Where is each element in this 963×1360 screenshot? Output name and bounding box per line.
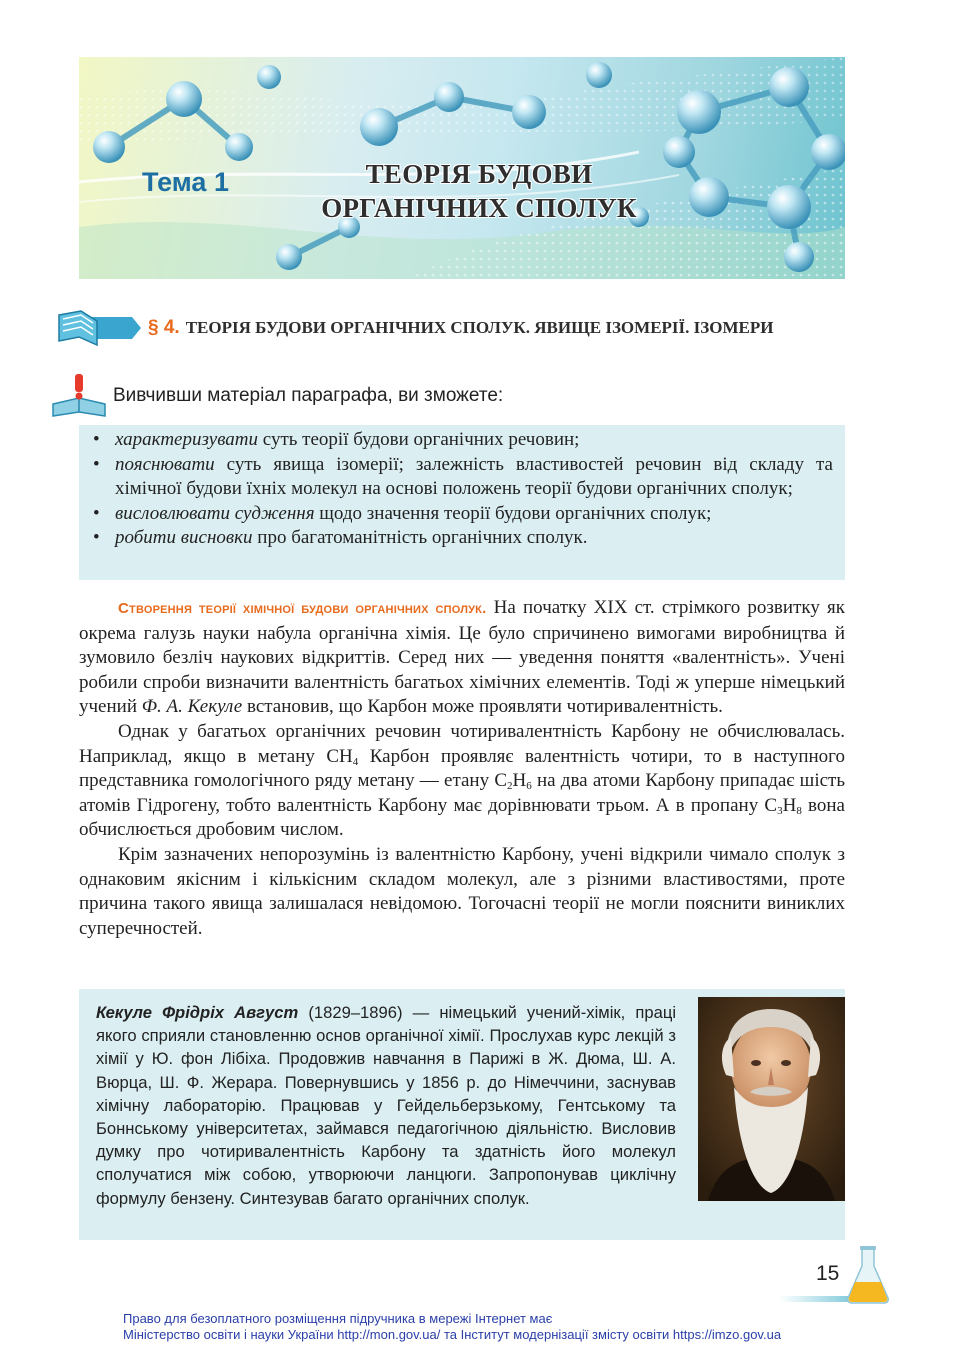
footer-line2: Міністерство освіти і науки України http://mon.gov.ua/ та Інститут модернізації змісту освіти https://imzo.gov.ua (123, 1327, 782, 1342)
section-title: ТЕОРІЯ БУДОВИ ОРГАНІЧНИХ СПОЛУК. ЯВИЩЕ ІЗОМЕРІЇ. ІЗОМЕРИ (185, 318, 774, 337)
objective-item: • робити висновки про багатоманітність органічних сполук. (93, 526, 833, 551)
paragraph-2: Однак у багатьох органічних речовин чотиривалентність Карбону не обчислювалась. Наприклад, якщо в метану $CH_4$ Карбон проявляє валентність чотири, то в наступного представника гомологічного ряду метану — етану $C_2H_6$ на два атоми Карбону припадає шість атомів Гідрогену, тобто валентність Карбону має дорівнювати трьом. А в пропану $C_3H_8$ вона обчислюється дробовим числом. (79, 720, 845, 841)
objective-item: • пояснювати суть явища ізомерії; залежність властивостей речовин від складу та хімічної будови їхніх молекул на основі положень теорії будови органічних сполук; (93, 453, 833, 502)
objective-item: • характеризувати суть теорії будови органічних речовин; (93, 428, 833, 453)
objectives-box (79, 425, 845, 580)
biography-name: Кекуле Фрідріх Август (96, 1003, 299, 1022)
subsection-heading: Створення теорії хімічної будови органічних сполук. (118, 600, 487, 617)
paragraph-3: Крім зазначених непорозумінь із валентністю Карбону, учені відкрили чимало сполук з однаковим якісним і кількісним складом молекул, але з різними властивостями, проте причина такого явища залишалася невідомою. Тогочасні теорії не могли пояснити виниклих суперечностей. (79, 843, 845, 939)
biography-box (79, 989, 845, 1240)
section-number: § 4. (148, 317, 180, 338)
exclamation-book-icon (51, 374, 107, 420)
body-text (79, 596, 845, 941)
footer-line1: Право для безоплатного розміщення підручника в мережі Інтернет має (123, 1311, 553, 1326)
flask-icon (846, 1246, 890, 1304)
copyright-footer (123, 1311, 863, 1343)
objective-item: • висловлювати судження щодо значення теорії будови органічних сполук; (93, 502, 833, 527)
kekule-portrait (698, 997, 845, 1201)
objectives-intro: Вивчивши матеріал параграфа, ви зможете: (113, 385, 504, 406)
topic-banner (79, 57, 845, 279)
biography-text: Кекуле Фрідріх Август (1829–1896) — німецький учений-хімік, праці якого сприяли становленню основ органічної хімії. Прослухав курс лекцій з хімії у Ю. фон Лібіха. Продовжив навчання в Парижі в Ж. Дюма, Ш. А. Вюрца, Ш. Ф. Жерара. Повернувшись у 1856 р. до Німеччини, заснував хімічну лабораторію. Працював у Гейдельберзькому, Гентському та Боннському університетах, займався педагогічною діяльністю. Висловив думку про чотиривалентність Карбону та здатність його молекул сполучатися між собою, утворюючи ланцюги. Запропонував циклічну формулу бензену. Синтезував багато органічних сполук. (96, 1003, 677, 1208)
paragraph-1: Створення теорії хімічної будови органічних сполук. На початку XIX ст. стрімкого розвитку як окрема галузь науки набула органічна хімія. Це було спричинено вимогами виробництва й зумовило безліч наукових відкриттів. Серед них — уведення поняття «валентність». Учені робили спроби визначити валентність багатьох хімічних елементів. Тоді ж уперше німецький учений Ф. А. Кекуле встановив, що Карбон може проявляти чотиривалентність. (79, 597, 846, 718)
section-heading (148, 314, 838, 341)
book-arrow-icon (57, 307, 142, 351)
topic-title (284, 157, 674, 225)
topic-number: Тема 1 (142, 167, 229, 197)
topic-title-line1: ТЕОРІЯ БУДОВИ (365, 159, 593, 189)
page-number-rule (779, 1296, 855, 1302)
topic-title-line2: ОРГАНІЧНИХ СПОЛУК (321, 193, 637, 223)
scientist-name: Ф. А. Кекуле (141, 696, 243, 718)
page-number: 15 (816, 1262, 840, 1285)
